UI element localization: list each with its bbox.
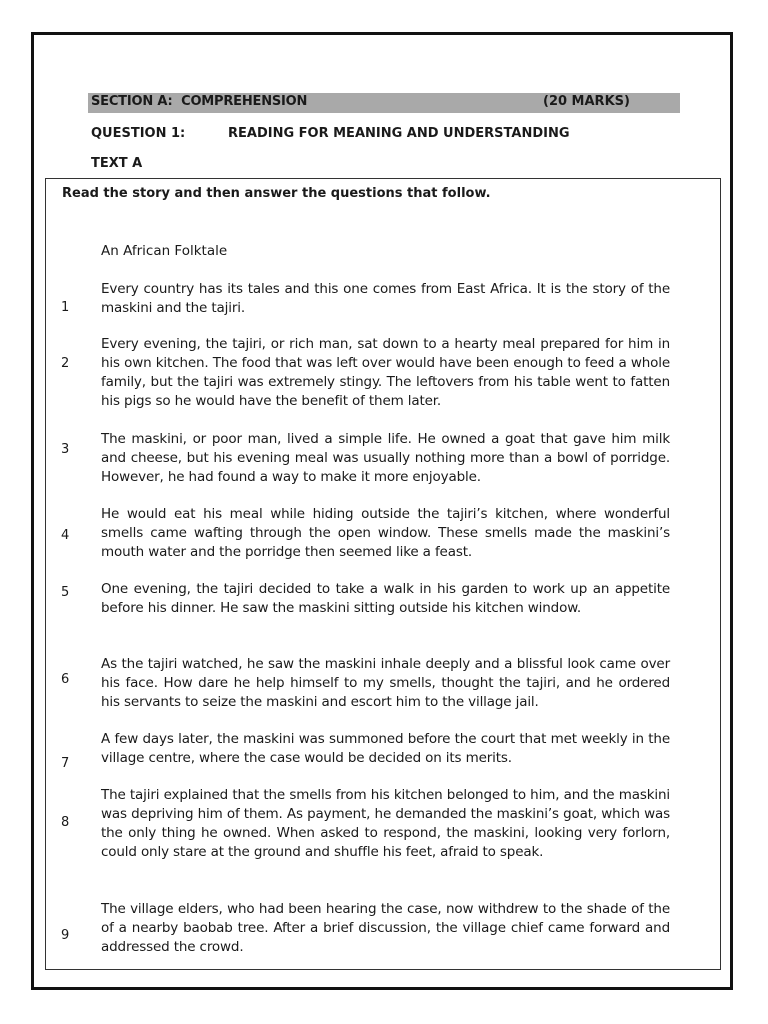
paragraph-9: The village elders, who had been hearing the case, now withdrew to the shade of the of a nearby baobab tree. After a brief discussion, the village chief came forward and addressed the crowd. [101, 901, 670, 955]
paragraph-number: 8 [61, 815, 70, 830]
section-marks: (20 MARKS) [543, 94, 630, 109]
paragraph-4: He would eat his meal while hiding outside the tajiri’s kitchen, where wonderful smells came wafting through the open window. These smells made the maskini’s mouth water and the porridge then seemed like a feast. [101, 506, 670, 560]
paragraph-6: As the tajiri watched, he saw the maskini inhale deeply and a blissful look came over his face. How dare he help himself to my smells, thought the tajiri, and he ordered his servants to seize the maskini and escort him to the village jail. [101, 656, 670, 710]
paragraph-number: 3 [61, 442, 70, 457]
paragraph-number: 5 [61, 585, 70, 600]
paragraph-1: Every country has its tales and this one comes from East Africa. It is the story of the maskini and the tajiri. [101, 281, 670, 316]
story-title: An African Folktale [101, 243, 228, 259]
text-label: TEXT A [91, 156, 143, 171]
paragraph-number: 2 [61, 356, 70, 371]
paragraph-5: One evening, the tajiri decided to take a walk in his garden to work up an appetite before his dinner. He saw the maskini sitting outside his kitchen window. [101, 581, 670, 616]
paragraph-number: 4 [61, 528, 70, 543]
paragraph-number: 6 [61, 672, 70, 687]
instruction-text: Read the story and then answer the questions that follow. [62, 186, 491, 201]
paragraph-number: 9 [61, 928, 70, 943]
paragraph-8: The tajiri explained that the smells from his kitchen belonged to him, and the maskini was depriving him of them. As payment, he demanded the maskini’s goat, which was the only thing he owned. When asked to respond, the maskini, looking very forlorn, could only stare at the ground and shuffle his feet, afraid to speak. [101, 787, 670, 860]
question-title: READING FOR MEANING AND UNDERSTANDING [228, 126, 570, 141]
question-label: QUESTION 1: [91, 126, 186, 141]
section-title: SECTION A: COMPREHENSION [91, 94, 308, 109]
paragraph-number: 1 [61, 300, 70, 315]
paragraph-2: Every evening, the tajiri, or rich man, sat down to a hearty meal prepared for him in his own kitchen. The food that was left over would have been enough to feed a whole family, but the tajiri was extremely stingy. The leftovers from his table went to fatten his pigs so he would have the benefit of them later. [101, 336, 670, 409]
paragraph-7: A few days later, the maskini was summoned before the court that met weekly in the village centre, where the case would be decided on its merits. [101, 731, 670, 766]
paragraph-3: The maskini, or poor man, lived a simple life. He owned a goat that gave him milk and cheese, but his evening meal was usually nothing more than a bowl of porridge. However, he had found a way to make it more enjoyable. [101, 431, 670, 485]
paragraph-number: 7 [61, 756, 70, 771]
